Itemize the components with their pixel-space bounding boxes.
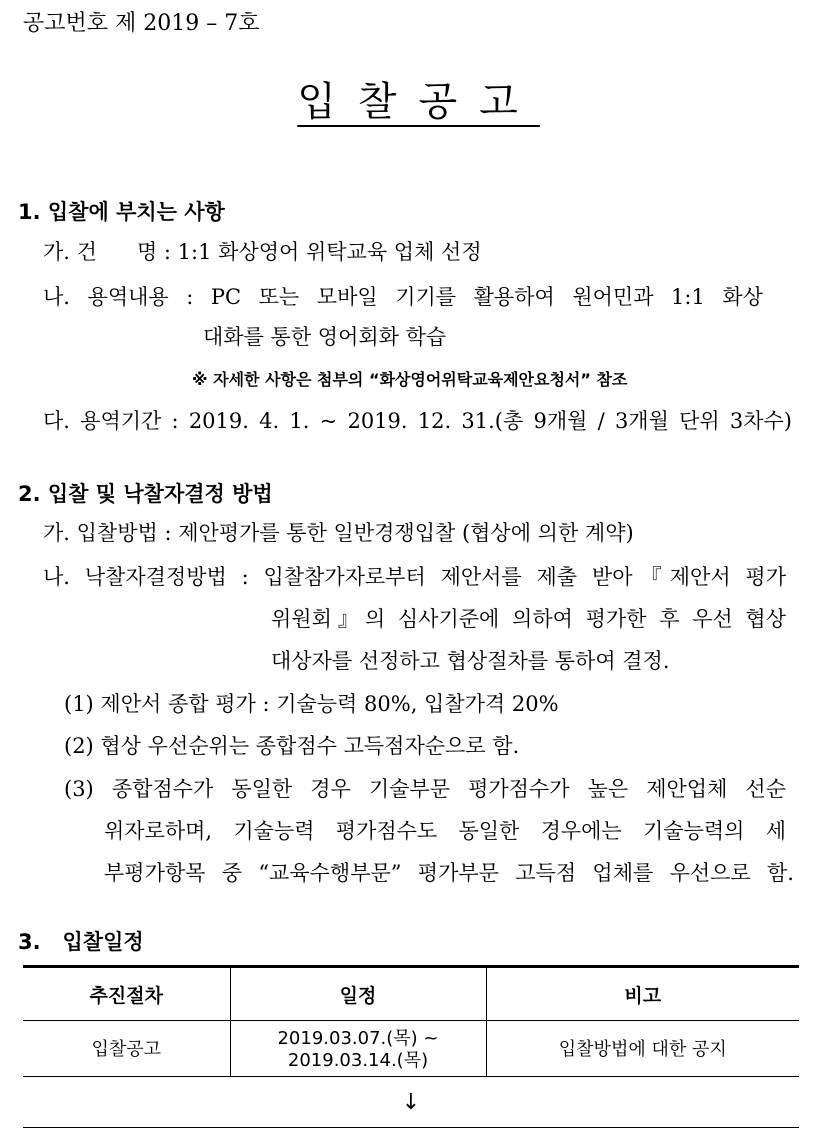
table-arrow-row — [23, 1077, 799, 1128]
section1-item-ga: 가. 건 명 : 1:1 화상영어 위탁교육 업체 선정 — [43, 240, 482, 264]
cell-remark: 입찰방법에 대한 공지 — [486, 1024, 799, 1077]
header-remark: 비고 — [486, 967, 799, 1021]
schedule-table — [23, 965, 799, 1128]
cell-schedule — [230, 1024, 486, 1077]
cell-schedule-line2: 2019.03.14.(목) — [287, 1050, 429, 1071]
section2-sub3-line3: 부평가항목 중 “교육수행부문” 평가부문 고득점 업체를 우선으로 함. — [104, 861, 794, 885]
section2-sub1: (1) 제안서 종합 평가 : 기술능력 80%, 입찰가격 20% — [64, 692, 559, 716]
table-row — [23, 1024, 799, 1077]
section2-item-na-line1: 나. 낙찰자결정방법 : 입찰참가자로부터 제안서를 제출 받아『제안서 평가 — [43, 565, 786, 589]
section1-item-da: 다. 용역기간 : 2019. 4. 1. ~ 2019. 12. 31.(총 9개월 / 3개월 단위 3차수) — [43, 409, 792, 433]
down-arrow-icon: ↓ — [23, 1077, 799, 1128]
section2-item-ga: 가. 입찰방법 : 제안평가를 통한 일반경쟁입찰 (협상에 의한 계약) — [43, 521, 634, 545]
table-header-row — [23, 967, 799, 1021]
section2-sub3-line1: (3) 종합점수가 동일한 경우 기술부문 평가점수가 높은 제안업체 선순 — [64, 777, 786, 801]
section3-heading: 3. 입찰일정 — [18, 930, 144, 954]
cell-schedule-line1: 2019.03.07.(목) ~ — [277, 1028, 439, 1049]
cell-step: 입찰공고 — [23, 1024, 230, 1077]
page-title: 입찰공고 — [297, 79, 540, 125]
section2-heading: 2. 입찰 및 낙찰자결정 방법 — [18, 482, 273, 506]
section2-sub3-line2: 위자로하며, 기술능력 평가점수도 동일한 경우에는 기술능력의 세 — [104, 819, 786, 843]
header-step: 추진절차 — [23, 967, 230, 1021]
section1-item-na-line1: 나. 용역내용 : PC 또는 모바일 기기를 활용하여 원어민과 1:1 화상 — [43, 285, 763, 309]
notice-number: 공고번호 제 2019 – 7호 — [23, 11, 260, 36]
section2-item-na-line2: 위원회』의 심사기준에 의하여 평가한 후 우선 협상 — [271, 607, 786, 631]
section1-item-na-line2: 대화를 통한 영어회화 학습 — [203, 325, 447, 349]
section2-sub2: (2) 협상 우선순위는 종합점수 고득점자순으로 함. — [64, 734, 520, 758]
section1-heading: 1. 입찰에 부치는 사항 — [18, 200, 225, 224]
section2-item-na-line3: 대상자를 선정하고 협상절차를 통하여 결정. — [271, 649, 670, 673]
header-schedule: 일정 — [230, 967, 486, 1021]
section1-note: ※ 자세한 사항은 첨부의 “화상영어위탁교육제안요청서” 참조 — [192, 370, 628, 389]
